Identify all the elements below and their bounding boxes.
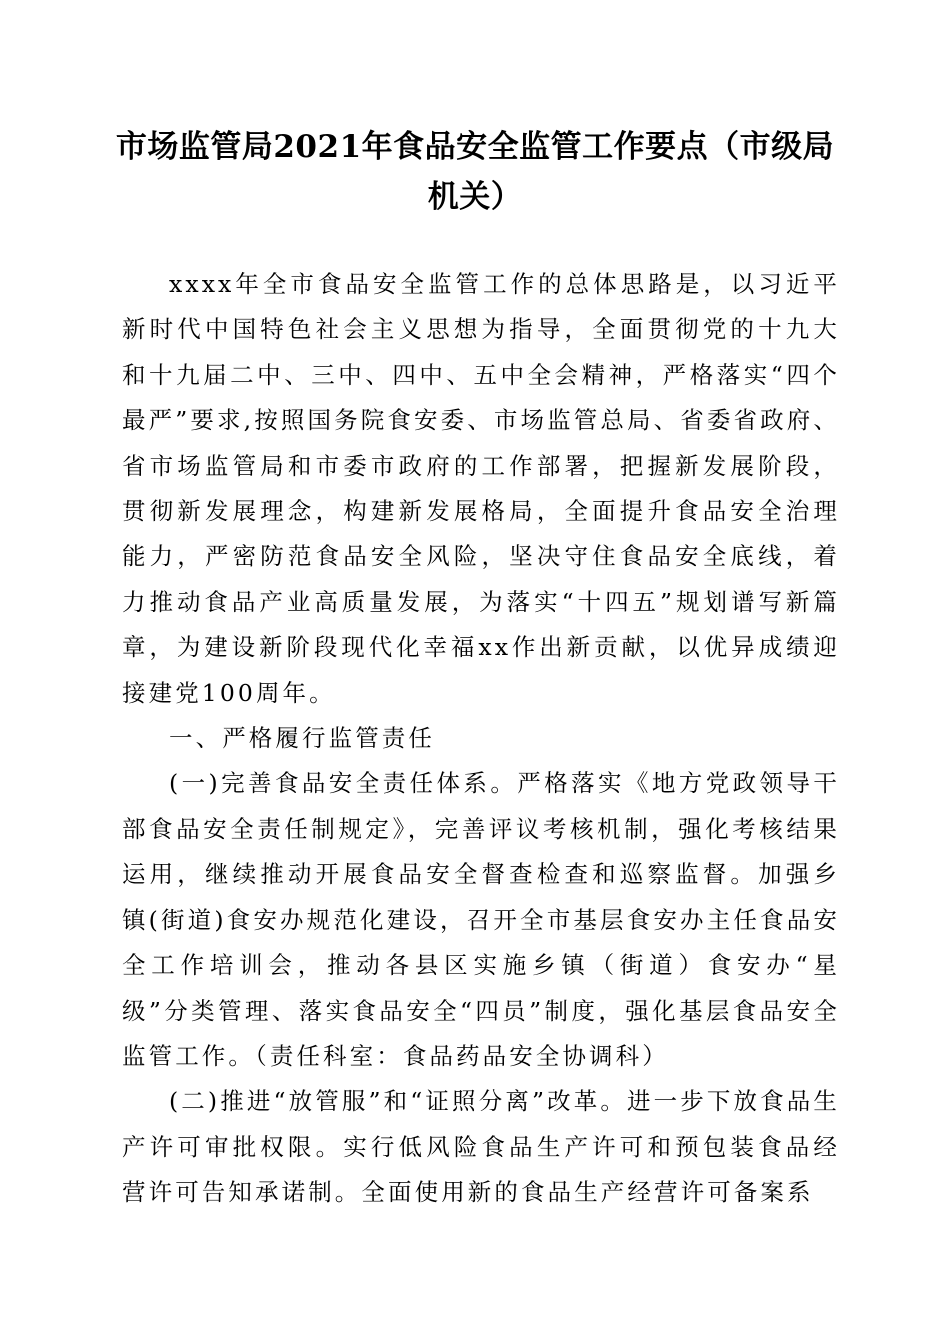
document-title: 市场监管局2021年食品安全监管工作要点（市级局机关） — [115, 129, 835, 215]
paragraph-item-1: (一)完善食品安全责任体系。严格落实《地方党政领导干部食品安全责任制规定》，完善评议考核机制，强化考核结果运用，继续推动开展食品安全督查检查和巡察监督。加强乡镇(街道)食安办规范化建设，召开全市基层食安办主任食品安全工作培训会，推动各县区实施乡镇（街道）食安办“星级”分类管理、落实食品安全“四员”制度，强化基层食品安全监管工作。（责任科室：食品药品安全协调科） — [122, 769, 840, 1070]
paragraph-item-2: (二)推进“放管服”和“证照分离”改革。进一步下放食品生产许可审批权限。实行低风险食品生产许可和预包装食品经营许可告知承诺制。全面使用新的食品生产经营许可备案系 — [122, 1087, 840, 1207]
section-heading-1: 一、严格履行监管责任 — [169, 724, 435, 753]
paragraph-overall-approach: xxxx年全市食品安全监管工作的总体思路是，以习近平新时代中国特色社会主义思想为指导，全面贯彻党的十九大和十九届二中、三中、四中、五中全会精神，严格落实“四个最严”要求,按照国务院食安委、市场监管总局、省委省政府、省市场监管局和市委市政府的工作部署，把握新发展阶段，贯彻新发展理念，构建新发展格局，全面提升食品安全治理能力，严密防范食品安全风险，坚决守住食品安全底线，着力推动食品产业高质量发展，为落实“十四五”规划谱写新篇章，为建设新阶段现代化幸福xx作出新贡献，以优异成绩迎接建党100周年。 — [122, 270, 840, 707]
document-body — [122, 262, 840, 1216]
